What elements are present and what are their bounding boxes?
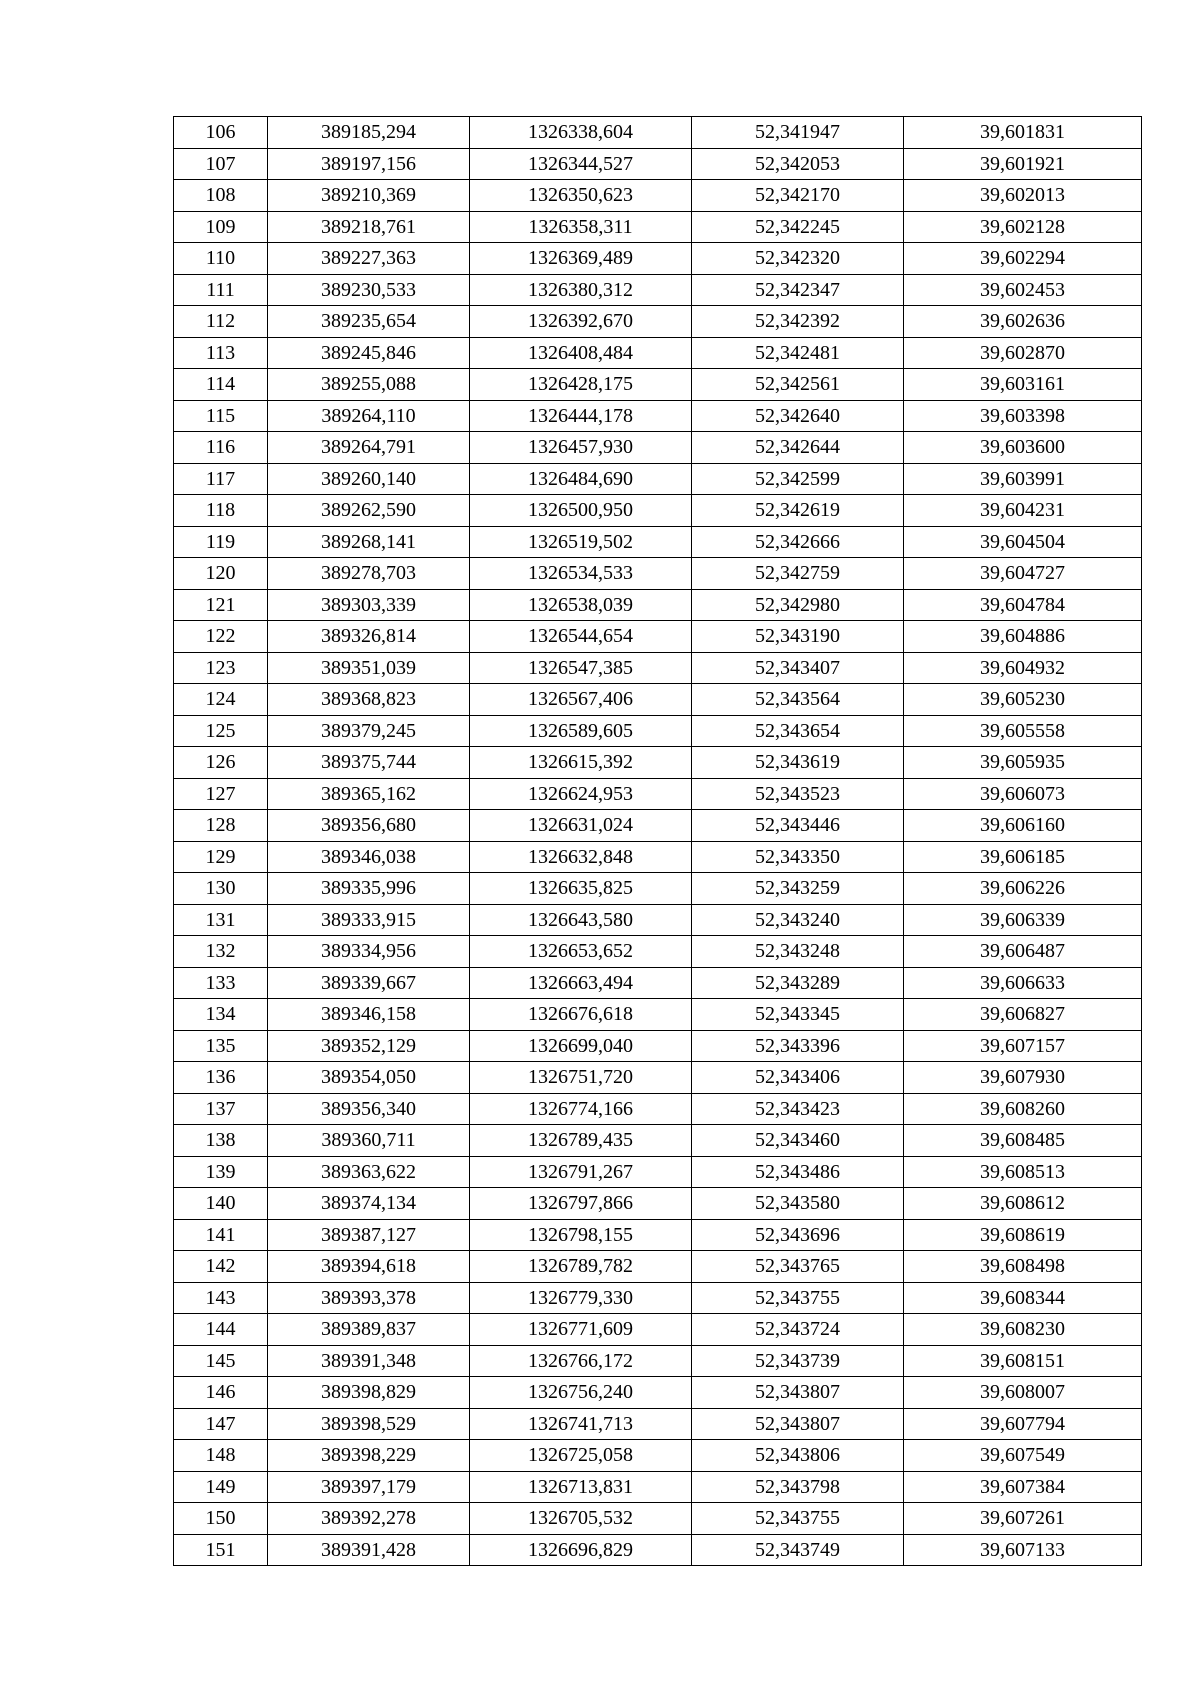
- table-row: [174, 337, 1142, 369]
- x-coordinate-cell: 389278,703: [268, 558, 470, 590]
- latitude-cell: 52,343724: [692, 1314, 904, 1346]
- table-row: [174, 369, 1142, 401]
- point-number-cell: 116: [174, 432, 268, 464]
- latitude-cell: 52,343289: [692, 967, 904, 999]
- longitude-cell: 39,607794: [904, 1408, 1142, 1440]
- longitude-cell: 39,602453: [904, 274, 1142, 306]
- y-coordinate-cell: 1326338,604: [470, 117, 692, 149]
- latitude-cell: 52,343654: [692, 715, 904, 747]
- point-number-cell: 133: [174, 967, 268, 999]
- y-coordinate-cell: 1326774,166: [470, 1093, 692, 1125]
- table-row: [174, 1503, 1142, 1535]
- longitude-cell: 39,603991: [904, 463, 1142, 495]
- point-number-cell: 143: [174, 1282, 268, 1314]
- table-row: [174, 1471, 1142, 1503]
- point-number-cell: 118: [174, 495, 268, 527]
- table-row: [174, 526, 1142, 558]
- x-coordinate-cell: 389339,667: [268, 967, 470, 999]
- x-coordinate-cell: 389235,654: [268, 306, 470, 338]
- latitude-cell: 52,342599: [692, 463, 904, 495]
- point-number-cell: 150: [174, 1503, 268, 1535]
- table-row: [174, 1314, 1142, 1346]
- point-number-cell: 137: [174, 1093, 268, 1125]
- x-coordinate-cell: 389230,533: [268, 274, 470, 306]
- table-row: [174, 432, 1142, 464]
- y-coordinate-cell: 1326457,930: [470, 432, 692, 464]
- x-coordinate-cell: 389375,744: [268, 747, 470, 779]
- table-row: [174, 1282, 1142, 1314]
- table-row: [174, 1377, 1142, 1409]
- latitude-cell: 52,342644: [692, 432, 904, 464]
- longitude-cell: 39,606185: [904, 841, 1142, 873]
- table-row: [174, 1345, 1142, 1377]
- x-coordinate-cell: 389326,814: [268, 621, 470, 653]
- latitude-cell: 52,343523: [692, 778, 904, 810]
- y-coordinate-cell: 1326779,330: [470, 1282, 692, 1314]
- y-coordinate-cell: 1326789,782: [470, 1251, 692, 1283]
- table-row: [174, 243, 1142, 275]
- y-coordinate-cell: 1326741,713: [470, 1408, 692, 1440]
- latitude-cell: 52,343396: [692, 1030, 904, 1062]
- table-row: [174, 715, 1142, 747]
- x-coordinate-cell: 389398,229: [268, 1440, 470, 1472]
- table-row: [174, 274, 1142, 306]
- table-row: [174, 841, 1142, 873]
- table-row: [174, 180, 1142, 212]
- x-coordinate-cell: 389268,141: [268, 526, 470, 558]
- point-number-cell: 142: [174, 1251, 268, 1283]
- y-coordinate-cell: 1326484,690: [470, 463, 692, 495]
- point-number-cell: 115: [174, 400, 268, 432]
- x-coordinate-cell: 389227,363: [268, 243, 470, 275]
- y-coordinate-cell: 1326713,831: [470, 1471, 692, 1503]
- longitude-cell: 39,608619: [904, 1219, 1142, 1251]
- point-number-cell: 112: [174, 306, 268, 338]
- y-coordinate-cell: 1326643,580: [470, 904, 692, 936]
- x-coordinate-cell: 389354,050: [268, 1062, 470, 1094]
- x-coordinate-cell: 389185,294: [268, 117, 470, 149]
- point-number-cell: 107: [174, 148, 268, 180]
- table-row: [174, 936, 1142, 968]
- point-number-cell: 110: [174, 243, 268, 275]
- point-number-cell: 128: [174, 810, 268, 842]
- y-coordinate-cell: 1326544,654: [470, 621, 692, 653]
- x-coordinate-cell: 389374,134: [268, 1188, 470, 1220]
- x-coordinate-cell: 389334,956: [268, 936, 470, 968]
- table-row: [174, 999, 1142, 1031]
- latitude-cell: 52,341947: [692, 117, 904, 149]
- y-coordinate-cell: 1326632,848: [470, 841, 692, 873]
- y-coordinate-cell: 1326428,175: [470, 369, 692, 401]
- y-coordinate-cell: 1326766,172: [470, 1345, 692, 1377]
- longitude-cell: 39,606226: [904, 873, 1142, 905]
- point-number-cell: 109: [174, 211, 268, 243]
- x-coordinate-cell: 389389,837: [268, 1314, 470, 1346]
- x-coordinate-cell: 389387,127: [268, 1219, 470, 1251]
- longitude-cell: 39,602128: [904, 211, 1142, 243]
- y-coordinate-cell: 1326631,024: [470, 810, 692, 842]
- table-row: [174, 778, 1142, 810]
- longitude-cell: 39,605935: [904, 747, 1142, 779]
- longitude-cell: 39,602013: [904, 180, 1142, 212]
- table-row: [174, 873, 1142, 905]
- x-coordinate-cell: 389351,039: [268, 652, 470, 684]
- latitude-cell: 52,343407: [692, 652, 904, 684]
- point-number-cell: 136: [174, 1062, 268, 1094]
- latitude-cell: 52,342759: [692, 558, 904, 590]
- table-row: [174, 1408, 1142, 1440]
- longitude-cell: 39,608260: [904, 1093, 1142, 1125]
- table-row: [174, 558, 1142, 590]
- point-number-cell: 138: [174, 1125, 268, 1157]
- longitude-cell: 39,606073: [904, 778, 1142, 810]
- table-row: [174, 1440, 1142, 1472]
- table-row: [174, 1219, 1142, 1251]
- x-coordinate-cell: 389218,761: [268, 211, 470, 243]
- latitude-cell: 52,342481: [692, 337, 904, 369]
- x-coordinate-cell: 389197,156: [268, 148, 470, 180]
- x-coordinate-cell: 389333,915: [268, 904, 470, 936]
- table-row: [174, 306, 1142, 338]
- point-number-cell: 144: [174, 1314, 268, 1346]
- latitude-cell: 52,343580: [692, 1188, 904, 1220]
- longitude-cell: 39,607133: [904, 1534, 1142, 1566]
- point-number-cell: 148: [174, 1440, 268, 1472]
- table-row: [174, 652, 1142, 684]
- table-row: [174, 1156, 1142, 1188]
- latitude-cell: 52,343345: [692, 999, 904, 1031]
- y-coordinate-cell: 1326500,950: [470, 495, 692, 527]
- y-coordinate-cell: 1326676,618: [470, 999, 692, 1031]
- latitude-cell: 52,343619: [692, 747, 904, 779]
- point-number-cell: 125: [174, 715, 268, 747]
- y-coordinate-cell: 1326725,058: [470, 1440, 692, 1472]
- longitude-cell: 39,602870: [904, 337, 1142, 369]
- longitude-cell: 39,604727: [904, 558, 1142, 590]
- x-coordinate-cell: 389360,711: [268, 1125, 470, 1157]
- longitude-cell: 39,608498: [904, 1251, 1142, 1283]
- table-row: [174, 1062, 1142, 1094]
- latitude-cell: 52,342640: [692, 400, 904, 432]
- y-coordinate-cell: 1326369,489: [470, 243, 692, 275]
- latitude-cell: 52,343446: [692, 810, 904, 842]
- point-number-cell: 147: [174, 1408, 268, 1440]
- x-coordinate-cell: 389392,278: [268, 1503, 470, 1535]
- latitude-cell: 52,342980: [692, 589, 904, 621]
- latitude-cell: 52,343460: [692, 1125, 904, 1157]
- longitude-cell: 39,604784: [904, 589, 1142, 621]
- table-row: [174, 589, 1142, 621]
- latitude-cell: 52,343259: [692, 873, 904, 905]
- latitude-cell: 52,342320: [692, 243, 904, 275]
- y-coordinate-cell: 1326519,502: [470, 526, 692, 558]
- x-coordinate-cell: 389397,179: [268, 1471, 470, 1503]
- point-number-cell: 121: [174, 589, 268, 621]
- latitude-cell: 52,343765: [692, 1251, 904, 1283]
- longitude-cell: 39,608344: [904, 1282, 1142, 1314]
- table-row: [174, 621, 1142, 653]
- table-row: [174, 148, 1142, 180]
- latitude-cell: 52,343190: [692, 621, 904, 653]
- longitude-cell: 39,604932: [904, 652, 1142, 684]
- longitude-cell: 39,603600: [904, 432, 1142, 464]
- x-coordinate-cell: 389391,428: [268, 1534, 470, 1566]
- x-coordinate-cell: 389352,129: [268, 1030, 470, 1062]
- longitude-cell: 39,604886: [904, 621, 1142, 653]
- y-coordinate-cell: 1326696,829: [470, 1534, 692, 1566]
- longitude-cell: 39,606160: [904, 810, 1142, 842]
- point-number-cell: 151: [174, 1534, 268, 1566]
- y-coordinate-cell: 1326751,720: [470, 1062, 692, 1094]
- longitude-cell: 39,607157: [904, 1030, 1142, 1062]
- y-coordinate-cell: 1326615,392: [470, 747, 692, 779]
- y-coordinate-cell: 1326538,039: [470, 589, 692, 621]
- point-number-cell: 139: [174, 1156, 268, 1188]
- y-coordinate-cell: 1326791,267: [470, 1156, 692, 1188]
- longitude-cell: 39,603161: [904, 369, 1142, 401]
- latitude-cell: 52,343807: [692, 1377, 904, 1409]
- point-number-cell: 113: [174, 337, 268, 369]
- latitude-cell: 52,343749: [692, 1534, 904, 1566]
- longitude-cell: 39,601831: [904, 117, 1142, 149]
- longitude-cell: 39,608151: [904, 1345, 1142, 1377]
- x-coordinate-cell: 389356,680: [268, 810, 470, 842]
- point-number-cell: 126: [174, 747, 268, 779]
- point-number-cell: 127: [174, 778, 268, 810]
- x-coordinate-cell: 389262,590: [268, 495, 470, 527]
- coordinates-table: [173, 116, 1142, 1566]
- y-coordinate-cell: 1326534,533: [470, 558, 692, 590]
- y-coordinate-cell: 1326705,532: [470, 1503, 692, 1535]
- longitude-cell: 39,604504: [904, 526, 1142, 558]
- point-number-cell: 130: [174, 873, 268, 905]
- x-coordinate-cell: 389363,622: [268, 1156, 470, 1188]
- x-coordinate-cell: 389346,158: [268, 999, 470, 1031]
- point-number-cell: 120: [174, 558, 268, 590]
- table-row: [174, 904, 1142, 936]
- y-coordinate-cell: 1326756,240: [470, 1377, 692, 1409]
- latitude-cell: 52,343248: [692, 936, 904, 968]
- longitude-cell: 39,607549: [904, 1440, 1142, 1472]
- x-coordinate-cell: 389398,829: [268, 1377, 470, 1409]
- y-coordinate-cell: 1326444,178: [470, 400, 692, 432]
- x-coordinate-cell: 389210,369: [268, 180, 470, 212]
- point-number-cell: 114: [174, 369, 268, 401]
- longitude-cell: 39,608230: [904, 1314, 1142, 1346]
- y-coordinate-cell: 1326663,494: [470, 967, 692, 999]
- latitude-cell: 52,343423: [692, 1093, 904, 1125]
- latitude-cell: 52,343240: [692, 904, 904, 936]
- latitude-cell: 52,343807: [692, 1408, 904, 1440]
- table-row: [174, 1251, 1142, 1283]
- y-coordinate-cell: 1326408,484: [470, 337, 692, 369]
- x-coordinate-cell: 389255,088: [268, 369, 470, 401]
- x-coordinate-cell: 389264,110: [268, 400, 470, 432]
- table-row: [174, 747, 1142, 779]
- point-number-cell: 122: [174, 621, 268, 653]
- point-number-cell: 129: [174, 841, 268, 873]
- x-coordinate-cell: 389245,846: [268, 337, 470, 369]
- table-row: [174, 684, 1142, 716]
- y-coordinate-cell: 1326350,623: [470, 180, 692, 212]
- y-coordinate-cell: 1326380,312: [470, 274, 692, 306]
- longitude-cell: 39,608007: [904, 1377, 1142, 1409]
- longitude-cell: 39,608513: [904, 1156, 1142, 1188]
- y-coordinate-cell: 1326589,605: [470, 715, 692, 747]
- y-coordinate-cell: 1326789,435: [470, 1125, 692, 1157]
- latitude-cell: 52,342053: [692, 148, 904, 180]
- table-row: [174, 495, 1142, 527]
- y-coordinate-cell: 1326771,609: [470, 1314, 692, 1346]
- table-row: [174, 463, 1142, 495]
- y-coordinate-cell: 1326567,406: [470, 684, 692, 716]
- point-number-cell: 140: [174, 1188, 268, 1220]
- table-row: [174, 211, 1142, 243]
- latitude-cell: 52,343486: [692, 1156, 904, 1188]
- point-number-cell: 141: [174, 1219, 268, 1251]
- table-row: [174, 1093, 1142, 1125]
- point-number-cell: 135: [174, 1030, 268, 1062]
- table-row: [174, 967, 1142, 999]
- latitude-cell: 52,342561: [692, 369, 904, 401]
- latitude-cell: 52,343755: [692, 1503, 904, 1535]
- table-row: [174, 1125, 1142, 1157]
- x-coordinate-cell: 389264,791: [268, 432, 470, 464]
- longitude-cell: 39,605558: [904, 715, 1142, 747]
- latitude-cell: 52,343798: [692, 1471, 904, 1503]
- y-coordinate-cell: 1326798,155: [470, 1219, 692, 1251]
- y-coordinate-cell: 1326392,670: [470, 306, 692, 338]
- latitude-cell: 52,342170: [692, 180, 904, 212]
- y-coordinate-cell: 1326797,866: [470, 1188, 692, 1220]
- longitude-cell: 39,607384: [904, 1471, 1142, 1503]
- latitude-cell: 52,342347: [692, 274, 904, 306]
- longitude-cell: 39,608485: [904, 1125, 1142, 1157]
- table-row: [174, 400, 1142, 432]
- latitude-cell: 52,343739: [692, 1345, 904, 1377]
- x-coordinate-cell: 389356,340: [268, 1093, 470, 1125]
- table-row: [174, 1030, 1142, 1062]
- latitude-cell: 52,342666: [692, 526, 904, 558]
- point-number-cell: 131: [174, 904, 268, 936]
- longitude-cell: 39,603398: [904, 400, 1142, 432]
- x-coordinate-cell: 389394,618: [268, 1251, 470, 1283]
- point-number-cell: 123: [174, 652, 268, 684]
- table-row: [174, 117, 1142, 149]
- longitude-cell: 39,604231: [904, 495, 1142, 527]
- point-number-cell: 108: [174, 180, 268, 212]
- x-coordinate-cell: 389379,245: [268, 715, 470, 747]
- latitude-cell: 52,343406: [692, 1062, 904, 1094]
- x-coordinate-cell: 389391,348: [268, 1345, 470, 1377]
- latitude-cell: 52,343806: [692, 1440, 904, 1472]
- x-coordinate-cell: 389346,038: [268, 841, 470, 873]
- latitude-cell: 52,343350: [692, 841, 904, 873]
- point-number-cell: 119: [174, 526, 268, 558]
- latitude-cell: 52,342619: [692, 495, 904, 527]
- x-coordinate-cell: 389365,162: [268, 778, 470, 810]
- longitude-cell: 39,607930: [904, 1062, 1142, 1094]
- point-number-cell: 146: [174, 1377, 268, 1409]
- longitude-cell: 39,606633: [904, 967, 1142, 999]
- x-coordinate-cell: 389368,823: [268, 684, 470, 716]
- longitude-cell: 39,608612: [904, 1188, 1142, 1220]
- latitude-cell: 52,342245: [692, 211, 904, 243]
- point-number-cell: 149: [174, 1471, 268, 1503]
- point-number-cell: 111: [174, 274, 268, 306]
- latitude-cell: 52,343696: [692, 1219, 904, 1251]
- x-coordinate-cell: 389393,378: [268, 1282, 470, 1314]
- x-coordinate-cell: 389260,140: [268, 463, 470, 495]
- longitude-cell: 39,605230: [904, 684, 1142, 716]
- longitude-cell: 39,601921: [904, 148, 1142, 180]
- longitude-cell: 39,606339: [904, 904, 1142, 936]
- longitude-cell: 39,606827: [904, 999, 1142, 1031]
- latitude-cell: 52,342392: [692, 306, 904, 338]
- y-coordinate-cell: 1326547,385: [470, 652, 692, 684]
- point-number-cell: 106: [174, 117, 268, 149]
- longitude-cell: 39,602294: [904, 243, 1142, 275]
- coordinates-table-body: [174, 117, 1142, 1566]
- longitude-cell: 39,602636: [904, 306, 1142, 338]
- x-coordinate-cell: 389398,529: [268, 1408, 470, 1440]
- table-row: [174, 1188, 1142, 1220]
- y-coordinate-cell: 1326699,040: [470, 1030, 692, 1062]
- x-coordinate-cell: 389303,339: [268, 589, 470, 621]
- latitude-cell: 52,343755: [692, 1282, 904, 1314]
- point-number-cell: 124: [174, 684, 268, 716]
- longitude-cell: 39,607261: [904, 1503, 1142, 1535]
- point-number-cell: 117: [174, 463, 268, 495]
- y-coordinate-cell: 1326635,825: [470, 873, 692, 905]
- point-number-cell: 132: [174, 936, 268, 968]
- point-number-cell: 134: [174, 999, 268, 1031]
- y-coordinate-cell: 1326358,311: [470, 211, 692, 243]
- point-number-cell: 145: [174, 1345, 268, 1377]
- x-coordinate-cell: 389335,996: [268, 873, 470, 905]
- latitude-cell: 52,343564: [692, 684, 904, 716]
- y-coordinate-cell: 1326653,652: [470, 936, 692, 968]
- longitude-cell: 39,606487: [904, 936, 1142, 968]
- table-row: [174, 810, 1142, 842]
- y-coordinate-cell: 1326344,527: [470, 148, 692, 180]
- table-row: [174, 1534, 1142, 1566]
- y-coordinate-cell: 1326624,953: [470, 778, 692, 810]
